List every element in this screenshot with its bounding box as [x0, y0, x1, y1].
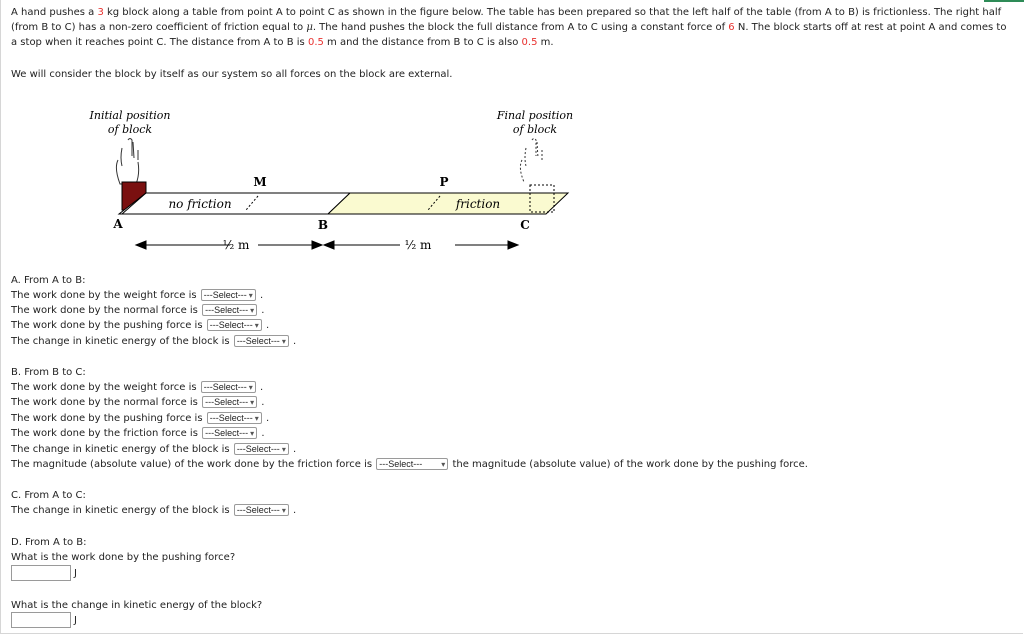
- section-d-heading: D. From A to B:: [11, 537, 87, 548]
- intro-line-1: A hand pushes a 3 kg block along a table from point A to point C as shown in the figure below. The table has been prepared so that the left half of the table (from A to B) is frictionless. The right half: [11, 7, 1002, 18]
- mass-value: 3: [97, 7, 104, 18]
- section-b-q1: The work done by the weight force is ---Select--- ▾ .: [11, 382, 264, 393]
- section-b-q3: The work done by the pushing force is ---Select--- ▾ .: [11, 413, 270, 424]
- chevron-down-icon: ▾: [441, 460, 446, 469]
- point-p-label: P: [439, 175, 449, 189]
- point-m-label: M: [253, 175, 267, 189]
- chevron-down-icon: ▾: [254, 321, 259, 330]
- initial-position-label: Initial position: [89, 109, 171, 122]
- chevron-down-icon: ▾: [281, 506, 286, 515]
- intro-line-2: (from B to C) has a non-zero coefficient of friction equal to μ. The hand pushes the block the full distance from A to C using a constant force of 6 N. The block starts off at rest at point A and comes to: [11, 22, 1007, 33]
- section-b-q6: The magnitude (absolute value) of the work done by the friction force is ---Select--- ▾ the magnitude (absolute value) of the work done by the pushing force.: [11, 459, 808, 470]
- section-b-q5: The change in kinetic energy of the block is ---Select--- ▾ .: [11, 444, 297, 455]
- friction-label: friction: [455, 197, 501, 211]
- section-b-q2: The work done by the normal force is ---Select--- ▾ .: [11, 397, 265, 408]
- select-a-normal[interactable]: ---Select--- ▾: [202, 304, 257, 316]
- unit-label: J: [74, 614, 77, 626]
- section-a-q4: The change in kinetic energy of the block is ---Select--- ▾ .: [11, 336, 297, 347]
- distance-label-ab: ½ m: [222, 238, 250, 252]
- distance-label-bc: ½ m: [404, 238, 432, 252]
- section-b-heading: B. From B to C:: [11, 367, 86, 378]
- chevron-down-icon: ▾: [248, 291, 253, 300]
- section-d-q1: What is the work done by the pushing force?: [11, 552, 236, 563]
- select-a-kinetic[interactable]: ---Select--- ▾: [234, 335, 289, 347]
- select-b-compare[interactable]: ---Select--- ▾: [376, 458, 448, 470]
- chevron-down-icon: ▾: [250, 398, 255, 407]
- section-a-q2: The work done by the normal force is ---Select--- ▾ .: [11, 305, 265, 316]
- section-d-answer-2-row: [11, 612, 77, 628]
- table-no-friction-zone: [119, 193, 350, 214]
- table-figure: [85, 106, 595, 256]
- section-d-answer-1-row: [11, 565, 77, 581]
- initial-position-label-2: of block: [107, 123, 153, 136]
- section-a-heading: A. From A to B:: [11, 275, 86, 286]
- select-b-weight[interactable]: ---Select--- ▾: [201, 381, 256, 393]
- final-position-label-2: of block: [512, 123, 558, 136]
- section-d-q2: What is the change in kinetic energy of the block?: [11, 600, 263, 611]
- intro-line-3: a stop when it reaches point C. The distance from A to B is 0.5 m and the distance from B to C is also 0.5 m.: [11, 37, 554, 48]
- select-a-weight[interactable]: ---Select--- ▾: [201, 289, 256, 301]
- unit-label: J: [74, 567, 77, 579]
- select-b-pushing[interactable]: ---Select--- ▾: [207, 412, 262, 424]
- select-c-kinetic[interactable]: ---Select--- ▾: [234, 504, 289, 516]
- distance-bc-value: 0.5: [521, 37, 538, 48]
- section-c-heading: C. From A to C:: [11, 490, 86, 501]
- section-a-q1: The work done by the weight force is ---Select--- ▾ .: [11, 290, 264, 301]
- chevron-down-icon: ▾: [250, 306, 255, 315]
- dimension-arrows: [136, 241, 518, 249]
- distance-ab-value: 0.5: [307, 37, 324, 48]
- chevron-down-icon: ▾: [248, 383, 253, 392]
- chevron-down-icon: ▾: [281, 445, 286, 454]
- select-b-kinetic[interactable]: ---Select--- ▾: [234, 443, 289, 455]
- chevron-down-icon: ▾: [254, 414, 259, 423]
- section-b-q4: The work done by the friction force is ---Select--- ▾ .: [11, 428, 265, 439]
- select-b-friction[interactable]: ---Select--- ▾: [202, 427, 257, 439]
- chevron-down-icon: ▾: [250, 429, 255, 438]
- select-b-normal[interactable]: ---Select--- ▾: [202, 396, 257, 408]
- point-c-label: C: [520, 218, 530, 232]
- section-a-q3: The work done by the pushing force is ---Select--- ▾ .: [11, 320, 270, 331]
- hand-icon: [116, 139, 138, 185]
- no-friction-label: no friction: [168, 197, 232, 211]
- table-friction-zone: [328, 193, 568, 214]
- point-a-label: A: [113, 217, 123, 231]
- final-position-label: Final position: [496, 109, 574, 122]
- section-c-q1: The change in kinetic energy of the block is ---Select--- ▾ .: [11, 505, 297, 516]
- force-value: 6: [728, 22, 735, 33]
- kinetic-energy-input[interactable]: [11, 612, 71, 628]
- chevron-down-icon: ▾: [281, 337, 286, 346]
- select-a-pushing[interactable]: ---Select--- ▾: [207, 319, 262, 331]
- mu-symbol: μ: [306, 22, 313, 33]
- system-note: We will consider the block by itself as our system so all forces on the block are external.: [11, 69, 453, 80]
- pushing-work-input[interactable]: [11, 565, 71, 581]
- final-hand-icon: [520, 139, 542, 183]
- point-b-label: B: [317, 218, 329, 232]
